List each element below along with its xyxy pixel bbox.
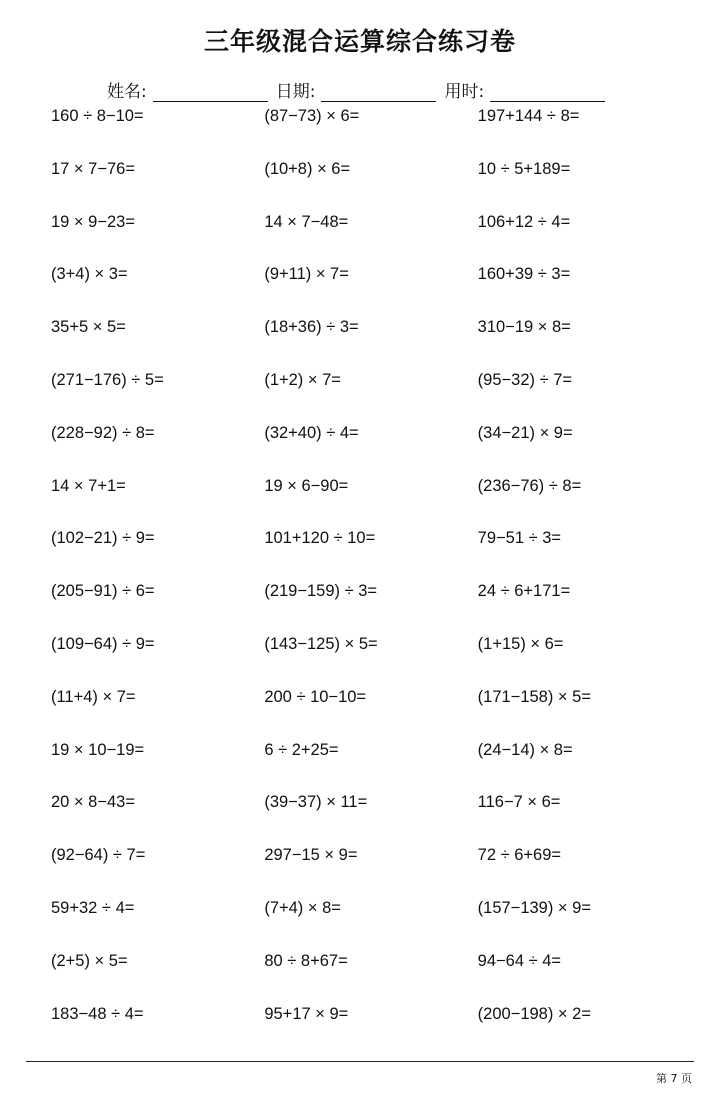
math-problem: (9+11) × 7=: [264, 265, 349, 284]
footer-divider: [26, 1061, 694, 1062]
math-problem: (1+2) × 7=: [264, 370, 341, 389]
time-field: [444, 77, 605, 102]
math-problem: 197+144 ÷ 8=: [477, 107, 580, 125]
problem-row: [51, 158, 691, 211]
math-problem: (102−21) ÷ 9=: [51, 529, 155, 548]
problem-grid: [51, 105, 691, 1055]
problem-row: [51, 580, 691, 633]
worksheet-title: 三年级混合运算综合练习卷: [203, 27, 516, 56]
math-problem: (7+4) × 8=: [264, 898, 341, 917]
math-problem: (92−64) ÷ 7=: [51, 846, 146, 865]
math-problem: (109−64) ÷ 9=: [51, 634, 155, 653]
math-problem: (236−76) ÷ 8=: [477, 476, 582, 495]
math-problem: 297−15 × 9=: [264, 846, 358, 865]
problem-row: [51, 844, 691, 897]
time-blank-line[interactable]: [490, 83, 605, 102]
math-problem: 20 × 8−43=: [51, 793, 135, 812]
problem-row: [51, 633, 691, 686]
math-problem: (32+40) ÷ 4=: [264, 423, 359, 442]
student-info-row: [107, 78, 613, 102]
math-problem: (143−125) × 5=: [264, 634, 378, 653]
math-problem: (205−91) ÷ 6=: [51, 582, 155, 601]
date-label: 日期:: [275, 82, 316, 102]
problem-row: [51, 105, 691, 158]
math-problem: (171−158) × 5=: [477, 687, 591, 706]
math-problem: 94−64 ÷ 4=: [477, 951, 562, 970]
problem-row: [51, 211, 691, 264]
math-problem: 160 ÷ 8−10=: [51, 107, 144, 125]
problem-row: [51, 475, 691, 528]
math-problem: 183−48 ÷ 4=: [51, 1004, 144, 1023]
math-problem: (228−92) ÷ 8=: [51, 423, 155, 442]
problem-row: [51, 527, 691, 580]
problem-row: [51, 422, 691, 475]
math-problem: 160+39 ÷ 3=: [477, 265, 571, 284]
math-problem: 310−19 × 8=: [477, 318, 571, 337]
date-blank-line[interactable]: [321, 83, 436, 102]
math-problem: (200−198) × 2=: [477, 1004, 591, 1023]
problem-row: [51, 950, 691, 1003]
math-problem: (95−32) ÷ 7=: [477, 370, 573, 389]
problem-row: [51, 263, 691, 316]
math-problem: (87−73) × 6=: [264, 107, 360, 125]
math-problem: 24 ÷ 6+171=: [477, 582, 571, 601]
math-problem: (271−176) ÷ 5=: [51, 370, 164, 389]
math-problem: 19 × 9−23=: [51, 212, 135, 231]
math-problem: 14 × 7+1=: [51, 476, 126, 495]
time-label: 用时:: [444, 82, 485, 102]
math-problem: 101+120 ÷ 10=: [264, 529, 376, 548]
math-problem: 59+32 ÷ 4=: [51, 898, 135, 917]
math-problem: 19 × 6−90=: [264, 476, 349, 495]
math-problem: (18+36) ÷ 3=: [264, 318, 359, 337]
date-field: [276, 77, 437, 102]
math-problem: (10+8) × 6=: [264, 159, 351, 178]
name-blank-line[interactable]: [153, 83, 268, 102]
math-problem: 79−51 ÷ 3=: [477, 529, 562, 548]
math-problem: (3+4) × 3=: [51, 265, 128, 284]
problem-row: [51, 369, 691, 422]
math-problem: (24−14) × 8=: [477, 740, 573, 759]
problem-row: [51, 897, 691, 950]
math-problem: 17 × 7−76=: [51, 159, 135, 178]
math-problem: 6 ÷ 2+25=: [264, 740, 339, 759]
math-problem: (2+5) × 5=: [51, 951, 128, 970]
math-problem: 35+5 × 5=: [51, 318, 126, 337]
page-number: 第 7 页: [656, 1072, 692, 1085]
problem-row: [51, 1003, 691, 1056]
math-problem: 72 ÷ 6+69=: [477, 846, 562, 865]
math-problem: 116−7 × 6=: [477, 793, 561, 812]
math-problem: (1+15) × 6=: [477, 634, 564, 653]
name-label: 姓名:: [107, 82, 147, 102]
math-problem: 80 ÷ 8+67=: [264, 951, 348, 970]
problem-row: [51, 791, 691, 844]
math-problem: 106+12 ÷ 4=: [477, 212, 571, 231]
math-problem: 19 × 10−19=: [51, 740, 145, 759]
math-problem: (11+4) × 7=: [51, 687, 136, 706]
math-problem: 95+17 × 9=: [264, 1004, 349, 1023]
problem-row: [51, 686, 691, 739]
math-problem: (34−21) × 9=: [477, 423, 573, 442]
math-problem: 14 × 7−48=: [264, 212, 349, 231]
math-problem: (157−139) × 9=: [477, 898, 591, 917]
problem-row: [51, 316, 691, 369]
problem-row: [51, 739, 691, 792]
name-field: [107, 77, 268, 102]
math-problem: (39−37) × 11=: [264, 793, 368, 812]
math-problem: 200 ÷ 10−10=: [264, 687, 367, 706]
math-problem: 10 ÷ 5+189=: [477, 159, 571, 178]
math-problem: (219−159) ÷ 3=: [264, 582, 378, 601]
